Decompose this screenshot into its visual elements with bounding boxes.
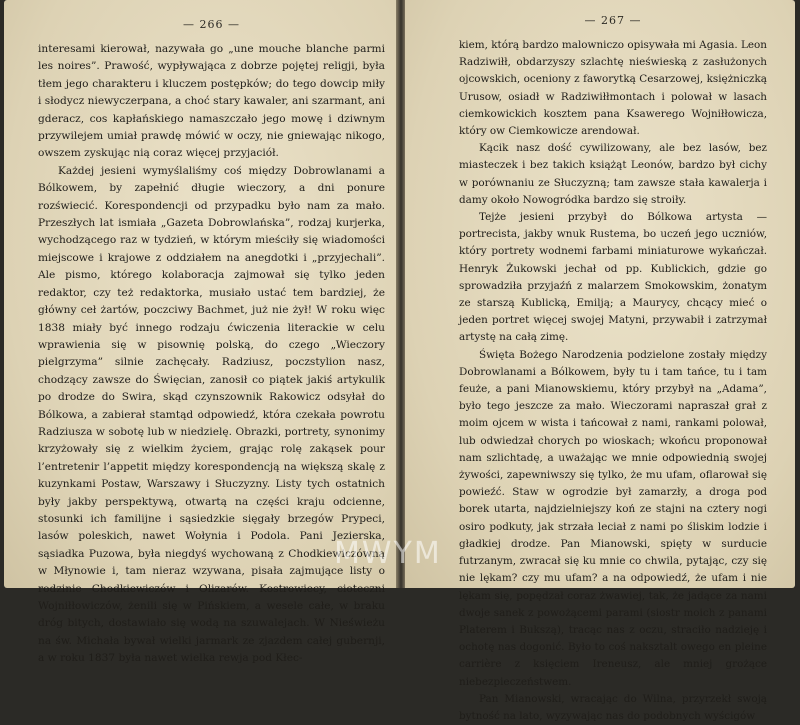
- paragraph: Kącik nasz dość cywilizowany, ale bez lasów, bez miasteczek i bez takich książąt Leonów, bardzo był cichy w porównaniu ze Słuczyzną; tam zawsze stała kawalerja i damy około Nowogródka bardzo się stroiły.: [459, 142, 767, 206]
- watermark: MWYM: [334, 536, 442, 571]
- page-body: [459, 37, 767, 725]
- paragraph: interesami kierował, nazywała go „une mouche blanche parmi les noires”. Prawość, wypływająca z dobrze pojętej religji, była tłem jego charakteru i kluczem postępków; do tego dowcip miły i słodycz niewyczerpana, a choć stary kawaler, ani szarmant, ani gderacz, cos kapłańskiego namaszczało jego mowę i dziwnym przywilejem umiał prawdę mówić w oczy, nie gniewając nikogo, owszem zyskując nią coraz więcej przyjaciół.: [38, 43, 385, 160]
- paragraph: Tejże jesieni przybył do Bólkowa artysta — portrecista, jakby wnuk Rustema, bo uczeń jego uczniów, który portrety wodnemi farbami miniaturowe wykańczał. Henryk Żukowski jechał od pp. Kublickich, gdzie go sprowadziła przyjaźń z malarzem Smokowskim, żonatym ze starszą Kublicką, Emilją; a Maurycy, chcący mieć o jeden portret więcej swojej Matyni, przywabił i zatrzymał artystę na całą zimę.: [459, 211, 767, 344]
- left-page: [4, 0, 397, 665]
- paragraph: Święta Bożego Narodzenia podzielone zostały między Dobrowlanami a Bólkowem, były tu i tam tańce, tu i tam feuże, a pani Mianowskiemu, który przybył na „Adama”, było tego jeszcze za mało. Wieczorami napraszał grał z moim ojcem w wista i tańcował z nami, rankami polował, lub odwiedzał chorych po wioskach; wkońcu proponował nam szlichtadę, a uważając we mnie odpowiednią swojej żywości, zapewniwszy się tylko, że mu ufam, oflarował się powieźć. Staw w ogrodzie był zamarzły, a droga pod borek utarta, najdzielniejszy koń ze stajni na cztery nogi osiro podkuty, jak strzała leciał z nami po śliskim lodzie i gładkiej drodze. Pan Mianowski, spięty w surducie futrzanym, zwracał się ku mnie co chwila, pytając, czy się nie lękam? czy mu ufam? a na odpowiedź, że ufam i nie lękam się, popędzał coraz żwawiej, tak, że jadące za nami dwoje sanek z powożącemi parami (siostr moich z panami Platerem i Bukszą), tracąc nas z oczu, straciło nadzieję i ochotę nas dogonić. Było to coś naksztalt owego en pleine carrière z księciem Ireneusz, ale mniej grożące niebezpieczeństwem.: [459, 348, 767, 688]
- page-number: — 267 —: [584, 14, 642, 27]
- paragraph: Każdej jesieni wymyślaliśmy coś między Dobrowlanami a Bólkowem, by zapełnić długie wieczory, a dni ponure rozświecić. Korespondencji od przypadku było nam za mało. Przeszłych lat ismiała „Gazeta Dobrowlańska”, rodzaj kurjerka, wychodzącego raz w tydzień, w którym mieściły się wiadomości miejscowe i krajowe z oddziałem na anegdotki i „przyjechali”. Ale pismo, którego kolaboracja zajmował się tylko jeden redaktor, czy też redaktorka, musiało ustać tem bardziej, że główny ceł żartów, poczciwy Bachmet, już nie żył! W roku więc 1838 miały być innego rodzaju ćwiczenia literackie w celu wprawienia się w pisownię polską, do czego „Wieczory pielgrzyma” silnie zachęcały. Radziusz, poczstylion nasz, chodzący zawsze do Święcian, zanosił co piątek jakiś artykulik po drodze do Swira, skąd czynszownik Rakowicz odsyłał do Bólkowa, a zabierał stamtąd odpowiedź, która czekała powrotu Radziusza w sobotę lub w niedzielę. Obrazki, portrety, synonimy krzyżowały się z wielkim życiem, grając rolę zakąsek pour l’entretenir l’appetit między korespondencją na większą skalę z kuzynkami Postaw, Warszawy i Słuczyzny. Listy tych ostatnich były jakby perspektywą, otwartą na części kraju odcienne, stosunki ich familijne i sąsiedzkie sięgały brzegów Prypeci, lasów poleskich, nawet Wołynia i Podola. Pani Jezierska, sąsiadka Puzowa, była niegdyś wychowaną z Chodkiewiczówną w Młynowie i, tam nieraz wzywana, pisała zajmujące listy o rodzinie Chodkiewiczów i Olizarów. Kostrowiecy, cioteczni Wojniłłowiczów, żenili się w Pińskiem, a wesele całe, w braku dróg bitych, dostawiało się wodą na szuwalejach. W Nieświeżu na św. Michała bywał wielki jarmark ze zjazdem całej gubernji, a w roku 1837 była nawet wielka rewja pod Kłec-: [38, 164, 385, 665]
- page-body: [38, 41, 385, 668]
- paragraph: kiem, którą bardzo malowniczo opisywała mi Agasia. Leon Radziwiłł, obdarzyszy szlachtę nieświeską z zasłużonych ojcowskich, oceniony z faworytką Cesarzowej, księżniczką Urusow, osiadł w Radziwiłłmontach i polował w lasach ciemkowickich kosztem pana Ksawerego Wojniłłowicza, który ow Ciemkowicze arendował.: [459, 39, 767, 138]
- page-number: — 266 —: [183, 18, 240, 31]
- paragraph: Pan Mianowski, wracając do Wilna, przyrzekł swoją bytność na lato, wyzywając nas do podobnych wyścigów: [459, 692, 767, 722]
- right-page: [405, 0, 795, 722]
